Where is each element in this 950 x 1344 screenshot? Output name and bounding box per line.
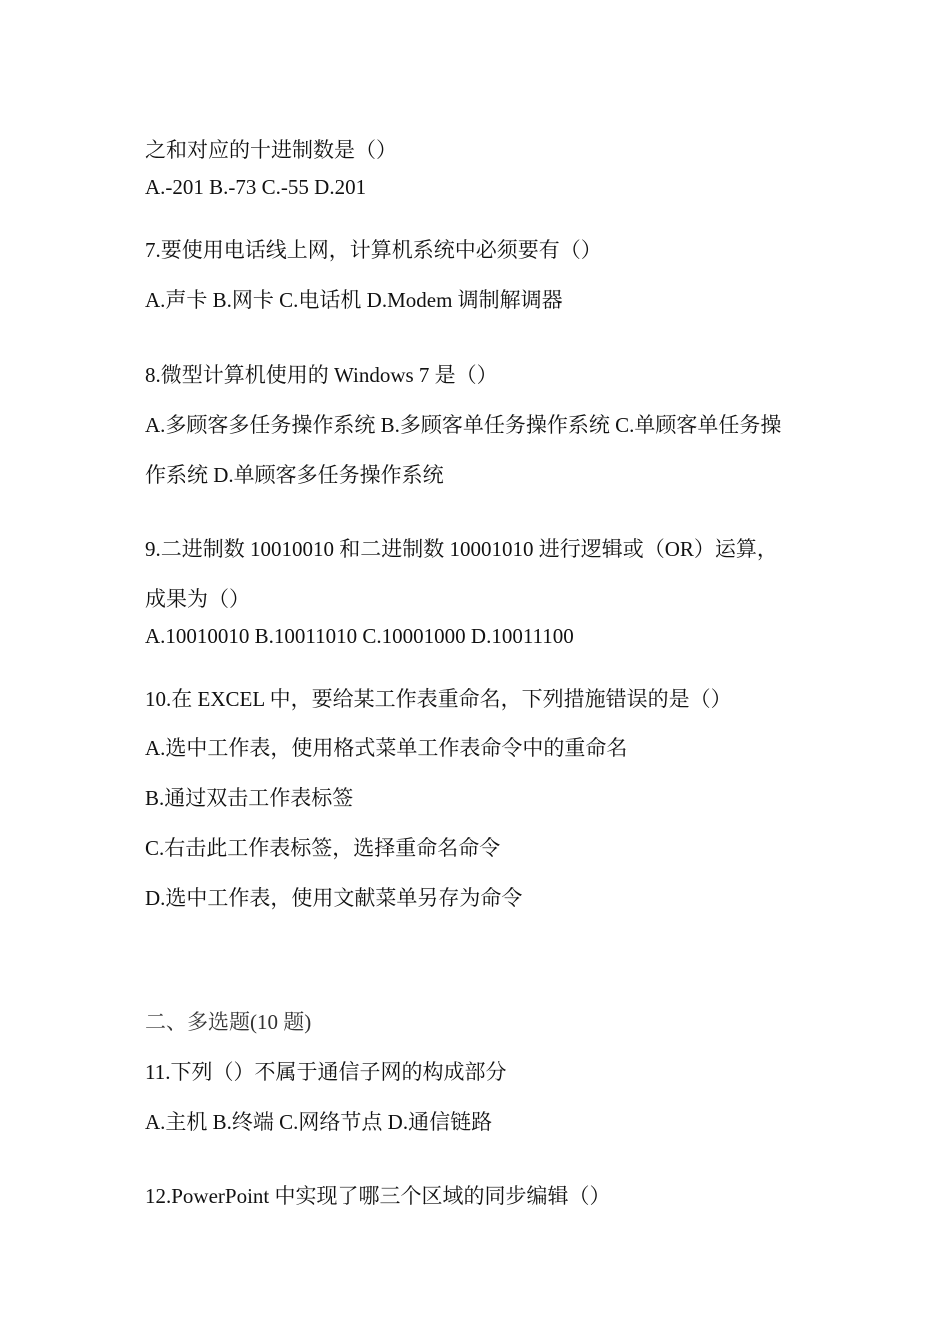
q10-stem: 10.在 EXCEL 中，要给某工作表重命名，下列措施错误的是（）: [145, 687, 732, 711]
q10-option-d: D.选中工作表，使用文献菜单另存为命令: [145, 886, 523, 910]
q8-stem: 8.微型计算机使用的 Windows 7 是（）: [145, 363, 498, 387]
q9-stem-line2: 成果为（）: [145, 587, 250, 611]
q9-stem-line1: 9.二进制数 10010010 和二进制数 10001010 进行逻辑或（OR）运算，: [145, 537, 778, 561]
q7-stem: 7.要使用电话线上网，计算机系统中必须要有（）: [145, 238, 602, 262]
q10-option-b: B.通过双击工作表标签: [145, 786, 354, 810]
q11-options: A.主机 B.终端 C.网络节点 D.通信链路: [145, 1110, 493, 1134]
q8-options-line2: 作系统 D.单顾客多任务操作系统: [145, 463, 444, 487]
q7-options: A.声卡 B.网卡 C.电话机 D.Modem 调制解调器: [145, 288, 563, 312]
q10-option-a: A.选中工作表，使用格式菜单工作表命令中的重命名: [145, 736, 628, 760]
q6-stem-continued: 之和对应的十进制数是（）: [145, 138, 397, 162]
q12-stem: 12.PowerPoint 中实现了哪三个区域的同步编辑（）: [145, 1184, 611, 1208]
q6-options: A.-201 B.-73 C.-55 D.201: [145, 175, 367, 199]
q11-stem: 11.下列（）不属于通信子网的构成部分: [145, 1060, 507, 1084]
q8-options-line1: A.多顾客多任务操作系统 B.多顾客单任务操作系统 C.单顾客单任务操: [145, 413, 782, 437]
section-heading-multiple-choice: 二、多选题(10 题): [145, 1010, 312, 1034]
q10-option-c: C.右击此工作表标签，选择重命名命令: [145, 836, 501, 860]
q9-options: A.10010010 B.10011010 C.10001000 D.10011100: [145, 624, 574, 648]
